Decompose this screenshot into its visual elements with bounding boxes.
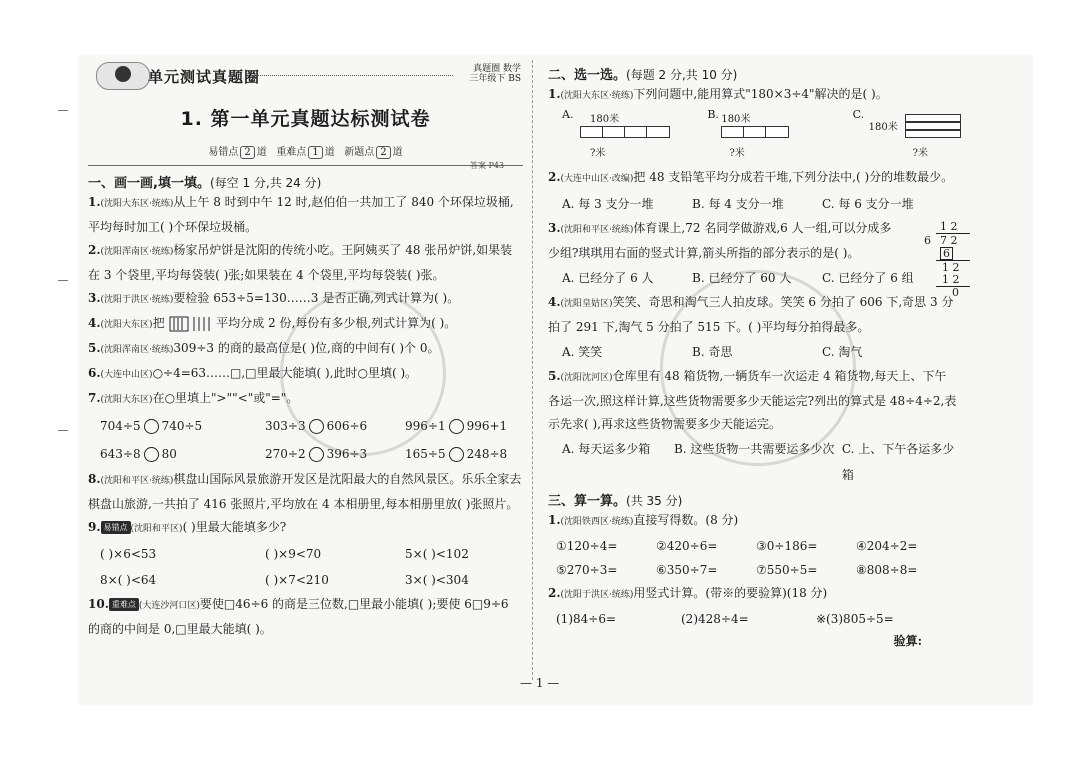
option-a[interactable]: A. 每 3 支分一堆 <box>562 197 654 211</box>
choice-3: 3.(沈阳和平区·统练)体育课上,72 名同学做游戏,6 人一组,可以分成多少组?琪琪用右面的竖式计算,箭头所指的部分表示的是( )。 <box>548 221 892 260</box>
comparison-item: 996÷1 996+1 <box>405 419 508 433</box>
section-1-heading: 一、画一画,填一填。(每空 1 分,共 24 分) <box>88 176 322 191</box>
watermark-stamp <box>280 290 446 456</box>
mascot-badge-icon <box>96 62 150 90</box>
header-dotted-line <box>253 75 453 76</box>
option-c[interactable]: C. 每 6 支分一堆 <box>822 197 914 211</box>
section-2-heading: 二、选一选。(每题 2 分,共 10 分) <box>548 68 738 83</box>
question-10: 10. 重难点 (大连沙河口区)要使□46÷6 的商是三位数,□里最小能填( );要使 6□9÷6 的商的中间是 0,□里最大能填( )。 <box>88 597 509 636</box>
option-c[interactable]: C. 淘气 <box>822 345 863 359</box>
comparison-item: 704÷5 740÷5 <box>100 419 203 433</box>
comparison-item: 643÷8 80 <box>100 447 177 461</box>
option-b[interactable]: B. 每 4 支分一堆 <box>692 197 784 211</box>
option-b-diagram[interactable]: B. 180米 ?米 <box>707 108 812 164</box>
calc-item: ④204÷2= <box>856 539 918 553</box>
question-3: 3.(沈阳于洪区·统练)要检验 653÷5=130……3 是否正确,列式计算为( )。 <box>88 291 460 305</box>
choice-4: 4.(沈阳皇姑区)笑笑、奇思和淘气三人拍皮球。笑笑 6 分拍了 606 下,奇思 3 分拍了 291 下,淘气 5 分拍了 515 下。( )平均每分拍得最多。 <box>548 295 954 334</box>
calc-item: ⑤270÷3= <box>556 563 618 577</box>
sticks-bundle-icon <box>168 316 212 332</box>
comparison-item: 303÷3 606÷6 <box>265 419 368 433</box>
calc-item: ⑥350÷7= <box>656 563 718 577</box>
binding-margin <box>50 100 74 560</box>
option-c[interactable]: C. 已经分了 6 组 <box>822 271 914 285</box>
option-a[interactable]: A. 已经分了 6 人 <box>562 271 654 285</box>
fill-item: ( )×9<70 <box>265 547 322 561</box>
question-2: 2.(沈阳浑南区·统练)杨家吊炉饼是沈阳的传统小吃。王阿姨买了 48 张吊炉饼,如果装在 3 个袋里,平均每袋装( )张;如果装在 4 个袋里,平均每袋装( )张。 <box>88 243 513 282</box>
unit-header <box>88 62 523 90</box>
unit-badge-title: 单元测试真题圈 <box>148 68 261 86</box>
question-5: 5.(沈阳浑南区·统练)309÷3 的商的最高位是( )位,商的中间有( )个 0。 <box>88 341 440 355</box>
compare-circle[interactable] <box>144 419 159 434</box>
check-label: 验算: <box>893 634 922 648</box>
choice-2-options <box>548 191 958 217</box>
option-c-diagram[interactable]: C. 180米 ?米 <box>853 108 958 164</box>
error-prone-tag: 易错点 <box>101 521 131 534</box>
compare-circle[interactable] <box>449 447 464 462</box>
binding-tick <box>58 280 68 281</box>
question-1: 1.(沈阳大东区·统练)从上午 8 时到中午 12 时,赵伯伯一共加工了 840 个环保垃圾桶,平均每时加工( )个环保垃圾桶。 <box>88 195 514 234</box>
answer-reference: 答案 P43 <box>470 161 505 170</box>
calc-item: (2)428÷4= <box>681 612 749 626</box>
points-summary: 易错点 2 道 重难点 1 道 新题点 2 道 <box>208 147 403 158</box>
calc-1: 1.(沈阳铁西区·统练)直接写得数。(8 分) <box>548 513 739 527</box>
question-8: 8.(沈阳和平区·统练)棋盘山国际风景旅游开发区是沈阳最大的自然风景区。乐乐全家去棋盘山旅游,一共拍了 416 张照片,平均放在 4 本相册里,每本相册里放( )张照片。 <box>88 472 522 511</box>
question-6: 6.(大连中山区)○÷4=63……□,□里最大能填( ),此时○里填( )。 <box>88 366 418 380</box>
choice-1: 1.(沈阳大东区·统练)下列问题中,能用算式"180×3÷4"解决的是( )。 <box>548 87 888 101</box>
question-9: 9. 易错点 (沈阳和平区)( )里最大能填多少? <box>88 520 287 534</box>
binding-tick <box>58 110 68 111</box>
option-a[interactable]: A. 每天运多少箱 <box>562 442 651 456</box>
calc-item: ②420÷6= <box>656 539 718 553</box>
calc-2: 2.(沈阳于洪区·统练)用竖式计算。(带※的要验算)(18 分) <box>548 586 828 600</box>
fill-item: ( )×6<53 <box>100 547 157 561</box>
option-c[interactable]: C. 上、下午各运多少箱 <box>841 442 955 482</box>
compare-circle[interactable] <box>144 447 159 462</box>
choice-5: 5.(沈阳沈河区)仓库里有 48 箱货物,一辆货车一次运走 4 箱货物,每天上、下午各运一次,照这样计算,这些货物需要多少天能运完?列出的算式是 48÷4÷2,表示先求( ),再求这些货物需要多少天能运完。 <box>548 369 957 431</box>
compare-circle[interactable] <box>449 419 464 434</box>
fill-item: 3×( )<304 <box>405 573 469 587</box>
page-number: — 1 — <box>520 676 560 690</box>
bar-model-options <box>548 108 958 166</box>
calc-item: ①120÷4= <box>556 539 618 553</box>
fill-item: 5×( )<102 <box>405 547 469 561</box>
option-b[interactable]: B. 已经分了 60 人 <box>692 271 792 285</box>
section-3-heading: 三、算一算。(共 35 分) <box>548 494 683 509</box>
option-b[interactable]: B. 奇思 <box>692 345 733 359</box>
comparison-item: 270÷2 396÷3 <box>265 447 368 461</box>
long-division-figure: 1 2 6 7 2 6 1 2 1 2 0 <box>922 220 972 290</box>
comparison-item: 165÷5 248÷8 <box>405 447 508 461</box>
page-title: 1. 第一单元真题达标测试卷 <box>180 108 431 130</box>
calc-item: ⑧808÷8= <box>856 563 918 577</box>
option-a[interactable]: A. 笑笑 <box>562 345 603 359</box>
fill-item: ( )×7<210 <box>265 573 329 587</box>
header-rule <box>88 165 523 166</box>
fill-item: 8×( )<64 <box>100 573 157 587</box>
calc-item: ⑦550÷5= <box>756 563 818 577</box>
key-difficulty-tag: 重难点 <box>109 598 139 611</box>
question-7: 7.(沈阳大东区)在○里填上">""<"或"="。 <box>88 391 299 405</box>
option-b[interactable]: B. 这些货物一共需要运多少次 <box>673 442 835 456</box>
calc-item: ※(3)805÷5= <box>816 612 894 626</box>
max-fill-grid <box>88 541 523 593</box>
watermark-stamp <box>660 270 856 466</box>
binding-tick <box>58 430 68 431</box>
calc-item: (1)84÷6= <box>556 612 617 626</box>
header-subject: 真题圈 数学 三年级下 BS <box>469 64 521 84</box>
compare-circle[interactable] <box>309 447 324 462</box>
choice-2: 2.(大连中山区·改编)把 48 支铅笔平均分成若干堆,下列分法中,( )分的堆数最少。 <box>548 170 954 184</box>
vertical-calc-row <box>548 607 958 631</box>
option-a-diagram[interactable]: A. 180米 ?米 <box>562 108 667 164</box>
mental-calc-grid <box>548 534 958 582</box>
calc-item: ③0÷186= <box>756 539 818 553</box>
question-4: 4.(沈阳大东区)把 平均分成 2 份,每份有多少根,列式计算为( )。 <box>88 316 457 330</box>
